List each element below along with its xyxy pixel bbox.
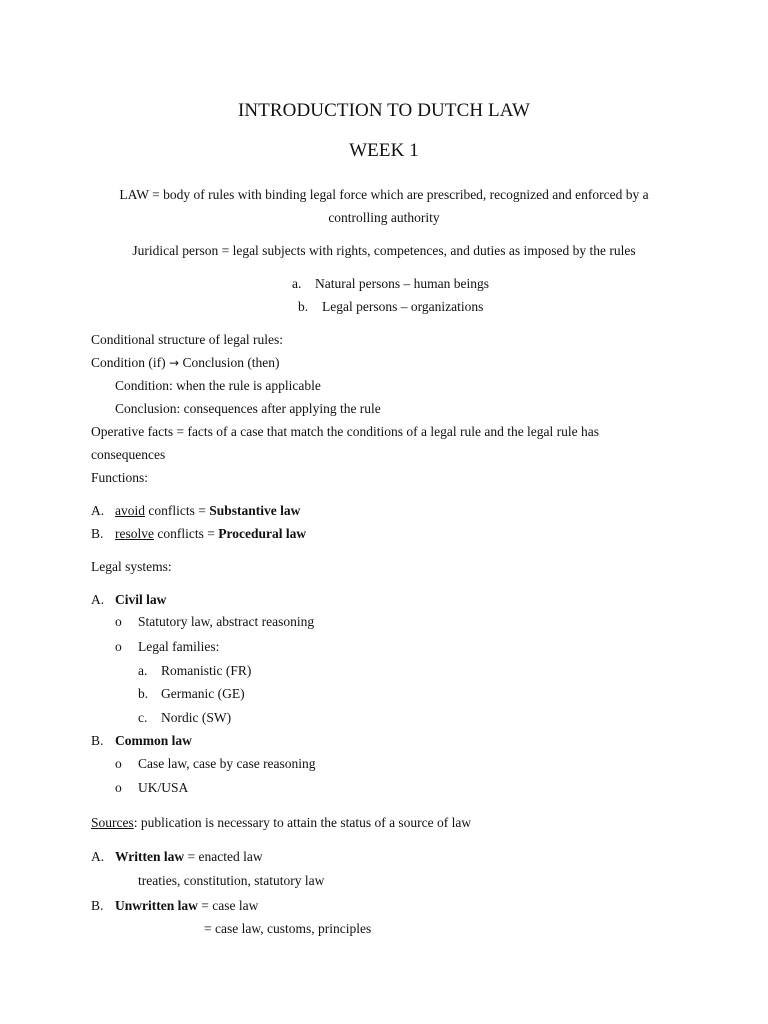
law-definition-line-1: LAW = body of rules with binding legal force which are prescribed, recognized and enforced by a	[119, 187, 649, 202]
right-arrow-icon: →	[169, 356, 180, 370]
function-middle-text: conflicts =	[153, 526, 219, 541]
condition-conclusion-line	[91, 355, 280, 371]
week-heading: WEEK 1	[349, 140, 419, 161]
common-law-heading: Common law	[115, 733, 192, 748]
resolve-text: resolve	[115, 526, 154, 541]
civil-law-heading: Civil law	[115, 592, 167, 607]
written-law-marker: A.	[91, 849, 105, 864]
bullet-icon: o	[115, 614, 122, 629]
bullet-icon: o	[115, 756, 122, 771]
condition-if-text: Condition (if)	[91, 355, 166, 370]
common-item-case-law: Case law, case by case reasoning	[138, 756, 316, 771]
document-title: INTRODUCTION TO DUTCH LAW	[237, 100, 531, 121]
family-marker-c: c.	[138, 710, 148, 725]
function-marker-a: A.	[91, 503, 105, 518]
function-marker-b: B.	[91, 526, 104, 541]
person-marker-b: b.	[298, 299, 309, 314]
condition-explanation: Condition: when the rule is applicable	[115, 378, 321, 393]
family-marker-a: a.	[138, 663, 148, 678]
written-law-heading: Written law	[115, 849, 185, 864]
civil-item-statutory: Statutory law, abstract reasoning	[138, 614, 315, 629]
conclusion-then-text: Conclusion (then)	[182, 355, 280, 370]
person-marker-a: a.	[292, 276, 302, 291]
operative-facts-line-2: consequences	[91, 447, 166, 462]
unwritten-law-detail: = case law, customs, principles	[204, 921, 372, 936]
juridical-person-definition: Juridical person = legal subjects with rights, competences, and duties as imposed by the rules	[132, 243, 636, 258]
conclusion-explanation: Conclusion: consequences after applying the rule	[115, 401, 381, 416]
civil-item-families: Legal families:	[138, 639, 220, 654]
legal-systems-heading: Legal systems:	[91, 559, 172, 574]
family-germanic: Germanic (GE)	[161, 686, 245, 701]
person-item-natural: Natural persons – human beings	[315, 276, 489, 291]
functions-heading: Functions:	[91, 470, 149, 485]
written-law-detail: treaties, constitution, statutory law	[138, 873, 325, 888]
unwritten-law-line	[115, 898, 258, 914]
bullet-icon: o	[115, 780, 122, 795]
avoid-text: avoid	[115, 503, 145, 518]
function-item-resolve	[115, 526, 306, 542]
function-item-avoid	[115, 503, 300, 519]
function-middle-text: conflicts =	[145, 503, 210, 518]
unwritten-law-heading: Unwritten law	[115, 898, 198, 913]
family-nordic: Nordic (SW)	[161, 710, 232, 725]
sources-label: Sources	[91, 815, 134, 830]
conditional-heading: Conditional structure of legal rules:	[91, 332, 283, 347]
written-law-definition: = enacted law	[184, 849, 263, 864]
family-romanistic: Romanistic (FR)	[161, 663, 252, 678]
civil-law-marker: A.	[91, 592, 105, 607]
written-law-line	[115, 849, 263, 865]
procedural-law-text: Procedural law	[218, 526, 307, 541]
person-item-legal: Legal persons – organizations	[322, 299, 484, 314]
unwritten-law-marker: B.	[91, 898, 104, 913]
substantive-law-text: Substantive law	[209, 503, 301, 518]
unwritten-law-definition: = case law	[197, 898, 259, 913]
sources-line	[91, 815, 471, 831]
operative-facts-line-1: Operative facts = facts of a case that match the conditions of a legal rule and the legal rule has	[91, 424, 600, 439]
family-marker-b: b.	[138, 686, 149, 701]
law-definition-line-2: controlling authority	[328, 210, 440, 225]
common-item-uk-usa: UK/USA	[138, 780, 189, 795]
sources-description: : publication is necessary to attain the status of a source of law	[133, 815, 472, 830]
bullet-icon: o	[115, 639, 122, 654]
common-law-marker: B.	[91, 733, 104, 748]
